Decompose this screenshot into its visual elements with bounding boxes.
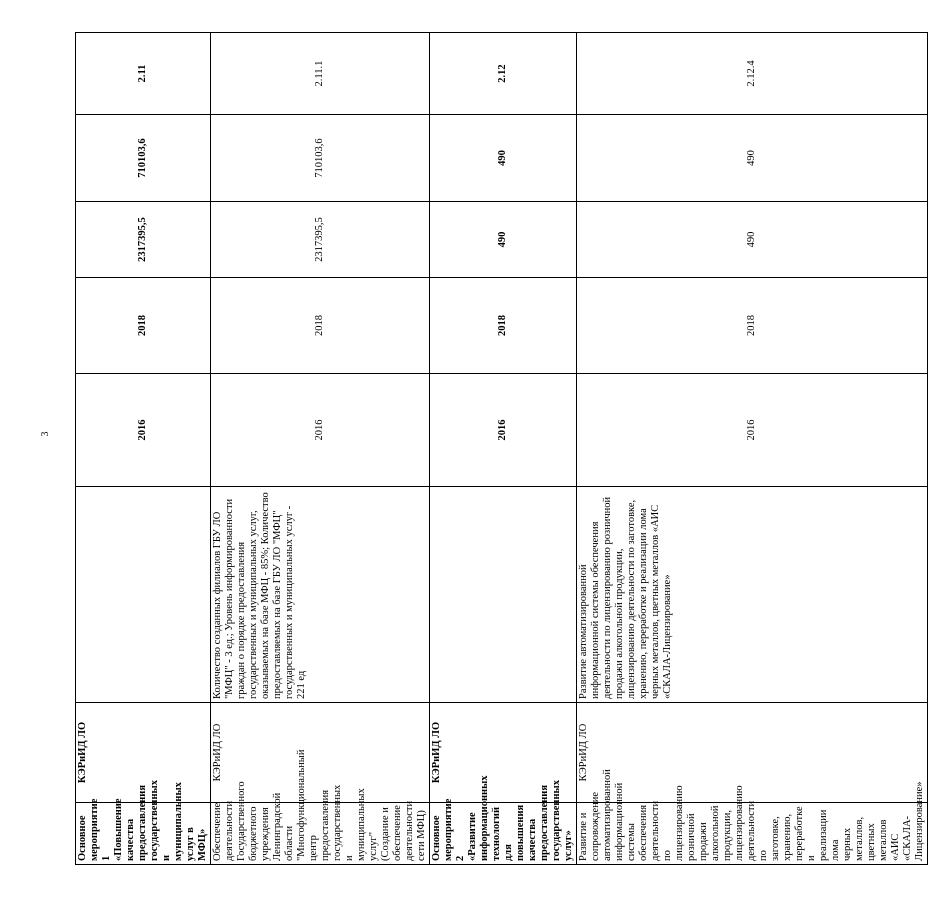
activity-cell: Обеспечение деятельности Государственного бюджетного учреждения Ленинградской области "Многофункциональный центр предоставления государственных и муниципальных услуг" (Создание и обеспечение деятельности сети МФЦ)	[211, 803, 430, 865]
activity-title: Основное мероприятие 2	[431, 798, 466, 861]
row-number-cell: 2.12.4	[577, 33, 928, 115]
total-cell: 490	[430, 202, 577, 278]
year-2016-cell: 490	[430, 115, 577, 202]
start-year-cell: 2016	[76, 374, 211, 487]
start-year-cell: 2016	[211, 374, 430, 487]
total-cell: 490	[577, 202, 928, 278]
activity-cell: Развитие и сопровождение автоматизированной информационной системы обеспечения деятельности по лицензированию розничной продажи алкогольной продукции, лицензированию деятельности по заготовке, хранению, переработке и реализации лома черных металлов, цветных металлов «АИС «СКАЛА-Лицензирование»	[577, 803, 928, 865]
start-year-cell: 2016	[577, 374, 928, 487]
end-year-cell: 2018	[430, 278, 577, 374]
activity-cell	[430, 775, 577, 865]
end-year-cell: 2018	[211, 278, 430, 374]
year-2016-cell: 490	[577, 115, 928, 202]
page-number: 3	[40, 431, 51, 437]
start-year-cell: 2016	[430, 374, 577, 487]
year-2016-cell: 710103,6	[76, 115, 211, 202]
program-table	[75, 32, 928, 865]
executor-cell: КЭРиИД ЛО	[577, 703, 928, 803]
indicator-cell: Количество созданных филиалов ГБУ ЛО "МФЦ" - 3 ед.; Уровень информированности граждан о порядке предоставления государственных и муниципальных услуг, оказываемых на базе МФЦ - 85%; Количество предоставляемых на базе ГБУ ЛО "МФЦ" государственных и муниципальных услуг - 221 ед	[211, 487, 430, 703]
activity-title: Основное мероприятие 1	[77, 798, 112, 861]
executor-cell: КЭРиИД ЛО	[430, 703, 577, 803]
table-row	[76, 33, 211, 865]
indicator-cell: Развитие автоматизированной информационной системы обеспечения деятельности по лицензированию розничной продажи алкогольной продукции, лицензированию деятельности по заготовке, хранению, переработке и реализации лома черных металлов, цветных металлов «АИС «СКАЛА-Лицензирование»	[577, 487, 928, 703]
row-number-cell: 2.12	[430, 33, 577, 115]
indicator-cell	[430, 487, 577, 703]
table-row	[211, 33, 430, 865]
end-year-cell: 2018	[577, 278, 928, 374]
total-cell: 2317395,5	[76, 202, 211, 278]
year-2016-cell: 710103,6	[211, 115, 430, 202]
executor-cell: КЭРиИД ЛО	[76, 703, 211, 803]
row-number-cell: 2.11	[76, 33, 211, 115]
total-cell: 2317395,5	[211, 202, 430, 278]
row-number-cell: 2.11.1	[211, 33, 430, 115]
indicator-cell	[76, 487, 211, 703]
activity-name: «Развитие информационных технологий для повышения качества предоставления государственных услуг»	[467, 775, 574, 861]
activity-cell	[76, 780, 211, 865]
end-year-cell: 2018	[76, 278, 211, 374]
table-row	[577, 33, 928, 865]
activity-name: «Повышение качества предоставления государственных и муниципальных услуг в МФЦ»	[113, 780, 208, 861]
table-row	[430, 33, 577, 865]
program-table-rotated	[75, 33, 925, 865]
executor-cell: КЭРиИД ЛО	[211, 703, 430, 803]
